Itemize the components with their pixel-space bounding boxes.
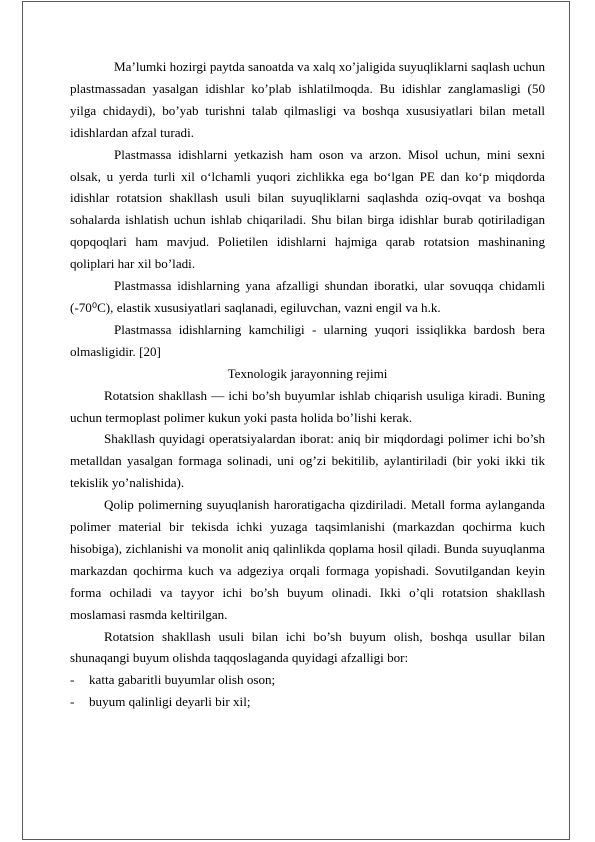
paragraph-transport: Plastmassa idishlarni yetkazish ham oson va arzon. Misol uchun, mini sexni olsak, u yerda turli xil o‘lchamli yuqori zichlikka ega bo‘lgan PE dan ko‘p miqdorda idishlar rotatsion shakllash usuli bilan suyuqliklarni saqlashda oziq-ovqat va boshqa sohalarda ishlatish uchun ishlab chiqariladi. Shu bilan birga idishlar burab qotiriladigan qopqoqlari ham mavjud. Polietilen idishlarni hajmiga qarab rotatsion mashinaning qoliplari har xil bo’ladi. — [70, 146, 545, 272]
list-marker: - — [70, 694, 75, 710]
paragraph-disadvantage: Plastmassa idishlarning kamchiligi - ularning yuqori issiqlikka bardosh bera olmasligidir. [20] — [70, 321, 545, 359]
paragraph-process: Qolip polimerning suyuqlanish haroratigacha qizdiriladi. Metall forma aylanganda polimer material bir tekisda ichki yuzaga taqsimlanishi (markazdan qochirma kuch hisobiga), zichlanishi va monolit aniq qalinlikda qoplama hosil qiladi. Bunda suyuqlanma markazdan qochirma kuch va adgeziya orqali formaga yopishadi. Sovutilgandan keyin forma ochiladi va tayyor ichi bo’sh buyum olinadi. Ikki o’qli rotatsion shakllash moslamasi rasmda keltirilgan. — [70, 497, 545, 622]
paragraph-rotational-molding: Rotatsion shakllash — ichi bo’sh buyumlar ishlab chiqarish usuliga kiradi. Buning uchun termoplast polimer kukun yoki pasta holida bo’lishi kerak. — [70, 387, 545, 425]
section-heading: Texnologik jarayonning rejimi — [227, 365, 388, 381]
document-body — [70, 56, 545, 713]
list-item — [70, 669, 545, 691]
list-item-text: buyum qalinligi deyarli bir xil; — [89, 694, 251, 710]
list-item-text: katta gabaritli buyumlar olish oson; — [89, 672, 276, 688]
paragraph-operations: Shakllash quyidagi operatsiyalardan iborat: aniq bir miqdordagi polimer ichi bo’sh metalldan yasalgan formaga solinadi, uni og’zi bekitilib, aylantiriladi (bir yoki ikki tik tekislik yo’nalishida). — [70, 431, 545, 491]
paragraph-advantages: Plastmassa idishlarning yana afzalligi shundan iboratki, ular sovuqqa chidamli (-70⁰C), elastik xususiyatlari saqlanadi, egiluvchan, vazni engil va h.k. — [70, 278, 545, 315]
paragraph-comparison: Rotatsion shakllash usuli bilan ichi bo’sh buyum olish, boshqa usullar bilan shunaqangi buyum olishda taqqoslaganda quyidagi afzalligi bor: — [70, 628, 545, 666]
paragraph-intro: Ma’lumki hozirgi paytda sanoatda va xalq xo’jaligida suyuqliklarni saqlash uchun plastmassadan yasalgan idishlar ko’plab ishlatilmoqda. Bu idishlar zanglamasligi (50 yilga chidaydi), bo’yab turishni talab qilmasligi va boshqa xususiyatlari bilan metall idishlardan afzal turadi. — [70, 59, 545, 140]
list-item — [70, 691, 545, 713]
list-marker: - — [70, 672, 75, 688]
